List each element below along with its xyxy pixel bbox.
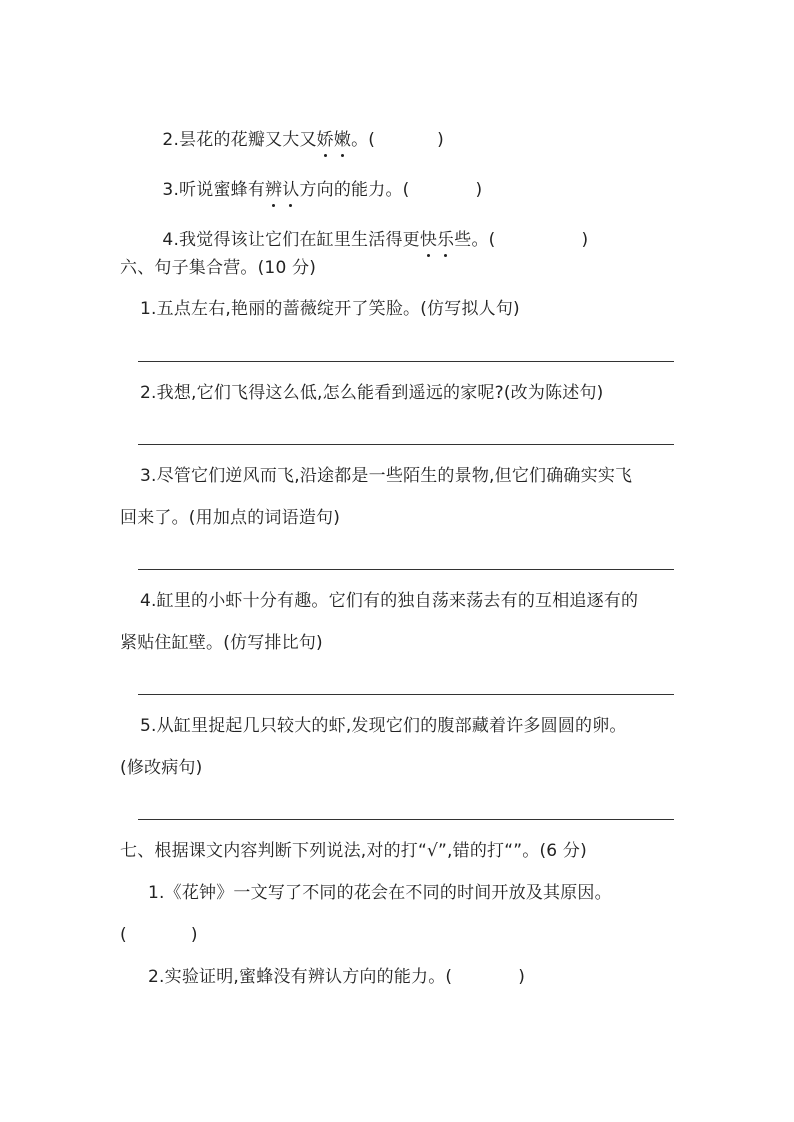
s5-q4-text: 4.我觉得该让它们在缸里生活得更 — [162, 230, 420, 250]
section-7-heading: 七、根据课文内容判断下列说法,对的打“√”,错的打“”。(6 分) — [120, 841, 587, 861]
s5-q2-dotted-char-1: 娇 — [316, 130, 334, 150]
section-6-heading: 六、句子集合营。(10 分) — [120, 258, 317, 278]
s6-question-5-line-1: 5.从缸里捉起几只较大的虾,发现它们的腹部藏着许多圆圆的卵。 — [140, 716, 627, 736]
s7-q2-close-paren: ) — [518, 967, 526, 987]
s5-q2-open-paren: 。( — [351, 130, 376, 150]
s6-q3-answer-line[interactable] — [138, 569, 674, 570]
s7-q1-open-paren: ( — [120, 925, 127, 945]
s5-q3-text: 3.听说蜜蜂有 — [162, 180, 266, 200]
s6-question-1: 1.五点左右,艳丽的蔷薇绽开了笑脸。(仿写拟人句) — [140, 299, 520, 319]
s7-q2-text: 2.实验证明,蜜蜂没有辨认方向的能力。( — [148, 967, 453, 987]
s7-q1-answer-parens — [120, 924, 198, 946]
s6-question-2: 2.我想,它们飞得这么低,怎么能看到遥远的家呢?(改为陈述句) — [140, 383, 604, 403]
s6-q2-answer-line[interactable] — [138, 444, 674, 445]
s6-q5-answer-line[interactable] — [138, 819, 674, 820]
s5-q2-dotted-char-2: 嫩 — [333, 130, 352, 150]
s6-q1-answer-line[interactable] — [138, 361, 674, 362]
s6-question-3-line-2: 回来了。(用加点的词语造句) — [120, 508, 341, 528]
s7-question-2 — [148, 966, 525, 988]
s7-q1-close-paren: ) — [190, 925, 198, 945]
s5-q2-close-paren: ) — [437, 130, 444, 150]
s6-question-4-line-1: 4.缸里的小虾十分有趣。它们有的独自荡来荡去有的互相追逐有的 — [140, 591, 639, 611]
s6-question-5-line-2: (修改病句) — [120, 758, 203, 778]
s6-question-3-line-1: 3.尽管它们逆风而飞,沿途都是一些陌生的景物,但它们确确实实飞 — [140, 466, 633, 486]
s5-q4-dotted-char-1: 快 — [419, 230, 438, 250]
s5-q3-dotted-char-1: 辨 — [265, 180, 283, 200]
s6-q4-answer-line[interactable] — [138, 694, 674, 695]
s7-question-1: 1.《花钟》一文写了不同的花会在不同的时间开放及其原因。 — [148, 883, 612, 903]
s5-q2-text: 2.昙花的花瓣又大又 — [162, 130, 317, 150]
s5-q3-dotted-char-2: 认 — [282, 180, 300, 200]
s5-q4-open-paren: 些。( — [454, 230, 496, 250]
s5-q3-close-paren: ) — [475, 180, 483, 200]
s5-q3-open-paren: 方向的能力。( — [299, 180, 410, 200]
s5-q4-close-paren: ) — [581, 230, 589, 250]
s5-q4-dotted-char-2: 乐 — [437, 230, 455, 250]
s6-question-4-line-2: 紧贴住缸壁。(仿写排比句) — [120, 633, 323, 653]
